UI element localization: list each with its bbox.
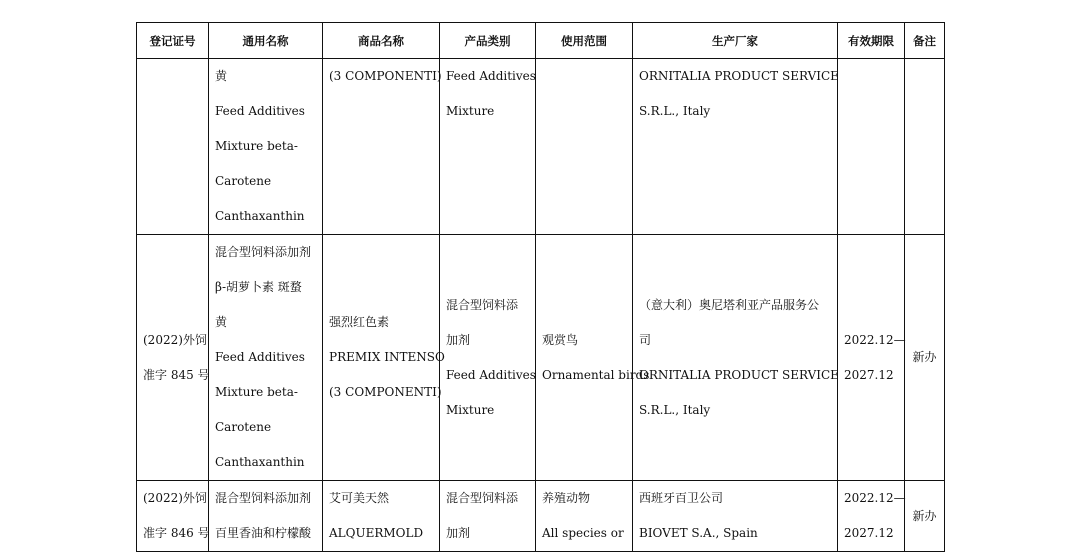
cell-line: 混合型饲料添 (446, 297, 519, 312)
cell-line: 黄 (215, 315, 228, 329)
header-note: 备注 (905, 23, 945, 59)
cell-trade-name (323, 481, 440, 552)
cell-trade-name (323, 59, 440, 235)
cell-line: (3 COMPONENTI) (329, 69, 442, 83)
cell-manufacturer (633, 235, 838, 481)
cell-line: 2022.12— (844, 491, 906, 505)
cell-line: Canthaxanthin (215, 209, 305, 223)
cell-line: (2022)外饲 (143, 491, 207, 505)
cell-category (440, 235, 536, 481)
cell-generic-name (209, 235, 323, 481)
cell-trade-name (323, 235, 445, 481)
cell-line: 混合型饲料添加剂 (215, 491, 312, 505)
cell-line: 西班牙百卫公司 (639, 491, 724, 505)
table-row (137, 235, 945, 481)
header-reg-no: 登记证号 (137, 23, 209, 59)
cell-validity (838, 59, 905, 235)
cell-line: (2022)外饲 (143, 332, 207, 347)
cell-category (440, 59, 536, 235)
header-generic-name: 通用名称 (209, 23, 323, 59)
cell-line: Feed Additives (215, 104, 305, 118)
cell-line: 观赏鸟 (542, 332, 579, 347)
cell-line: （意大利）奥尼塔利亚产品服务公 (639, 297, 820, 312)
cell-line: Mixture beta- (215, 385, 298, 399)
cell-line: Mixture (446, 104, 495, 118)
cell-reg-no (137, 481, 209, 552)
cell-line: BIOVET S.A., Spain (639, 526, 758, 540)
cell-line: 养殖动物 (542, 491, 591, 505)
cell-line: Mixture (446, 402, 495, 417)
header-row (137, 23, 945, 59)
table-row (137, 59, 945, 235)
cell-line: Feed Additives (446, 69, 536, 83)
cell-line: Carotene (215, 174, 272, 188)
cell-line: S.R.L., Italy (639, 402, 711, 417)
cell-line: 准字 846 号 (143, 526, 210, 540)
cell-manufacturer (633, 481, 838, 552)
cell-manufacturer (633, 59, 838, 235)
cell-line: 加剂 (446, 526, 471, 540)
cell-validity (838, 481, 905, 552)
registration-table (136, 22, 945, 552)
cell-scope (536, 59, 633, 235)
cell-reg-no (137, 235, 209, 481)
cell-line: 强烈红色素 (329, 315, 390, 329)
cell-line: Feed Additives (215, 350, 305, 364)
cell-generic-name (209, 59, 323, 235)
cell-line: 准字 845 号 (143, 367, 210, 382)
cell-scope (536, 481, 633, 552)
cell-line: All species or (542, 526, 624, 540)
cell-line: 司 (639, 332, 652, 347)
cell-line: Feed Additives (446, 367, 536, 382)
cell-line: (3 COMPONENTI) (329, 385, 442, 399)
cell-line: 2027.12 (844, 367, 894, 382)
cell-line: PREMIX INTENSO (329, 350, 445, 364)
header-validity: 有效期限 (838, 23, 905, 59)
header-trade-name: 商品名称 (323, 23, 440, 59)
cell-line: 混合型饲料添加剂 (215, 245, 312, 259)
cell-line: Ornamental birds (542, 367, 650, 382)
cell-line: Carotene (215, 420, 272, 434)
header-category: 产品类别 (440, 23, 536, 59)
registration-table-container (136, 22, 944, 546)
cell-line: 混合型饲料添 (446, 491, 519, 505)
cell-category (440, 481, 536, 552)
cell-reg-no (137, 59, 209, 235)
cell-line: ORNITALIA PRODUCT SERVICE (639, 69, 839, 83)
cell-line: 加剂 (446, 332, 471, 347)
cell-line: 2022.12— (844, 332, 906, 347)
cell-line: 艾可美天然 (329, 491, 390, 505)
cell-line: Canthaxanthin (215, 455, 305, 469)
cell-line: 2027.12 (844, 526, 894, 540)
cell-line: S.R.L., Italy (639, 104, 711, 118)
cell-line: 百里香油和柠檬酸 (215, 526, 312, 540)
cell-line: ORNITALIA PRODUCT SERVICE (639, 367, 839, 382)
cell-scope (536, 235, 650, 481)
cell-note (905, 59, 945, 235)
cell-validity (838, 235, 905, 481)
cell-note: 新办 (905, 481, 945, 552)
cell-note: 新办 (905, 235, 945, 481)
header-scope: 使用范围 (536, 23, 633, 59)
cell-line: ALQUERMOLD (329, 526, 424, 540)
cell-line: 黄 (215, 69, 228, 83)
cell-line: β-胡萝卜素 斑蝥 (215, 280, 302, 294)
cell-generic-name (209, 481, 323, 552)
cell-line: Mixture beta- (215, 139, 298, 153)
table-row (137, 481, 945, 552)
header-manufacturer: 生产厂家 (633, 23, 838, 59)
